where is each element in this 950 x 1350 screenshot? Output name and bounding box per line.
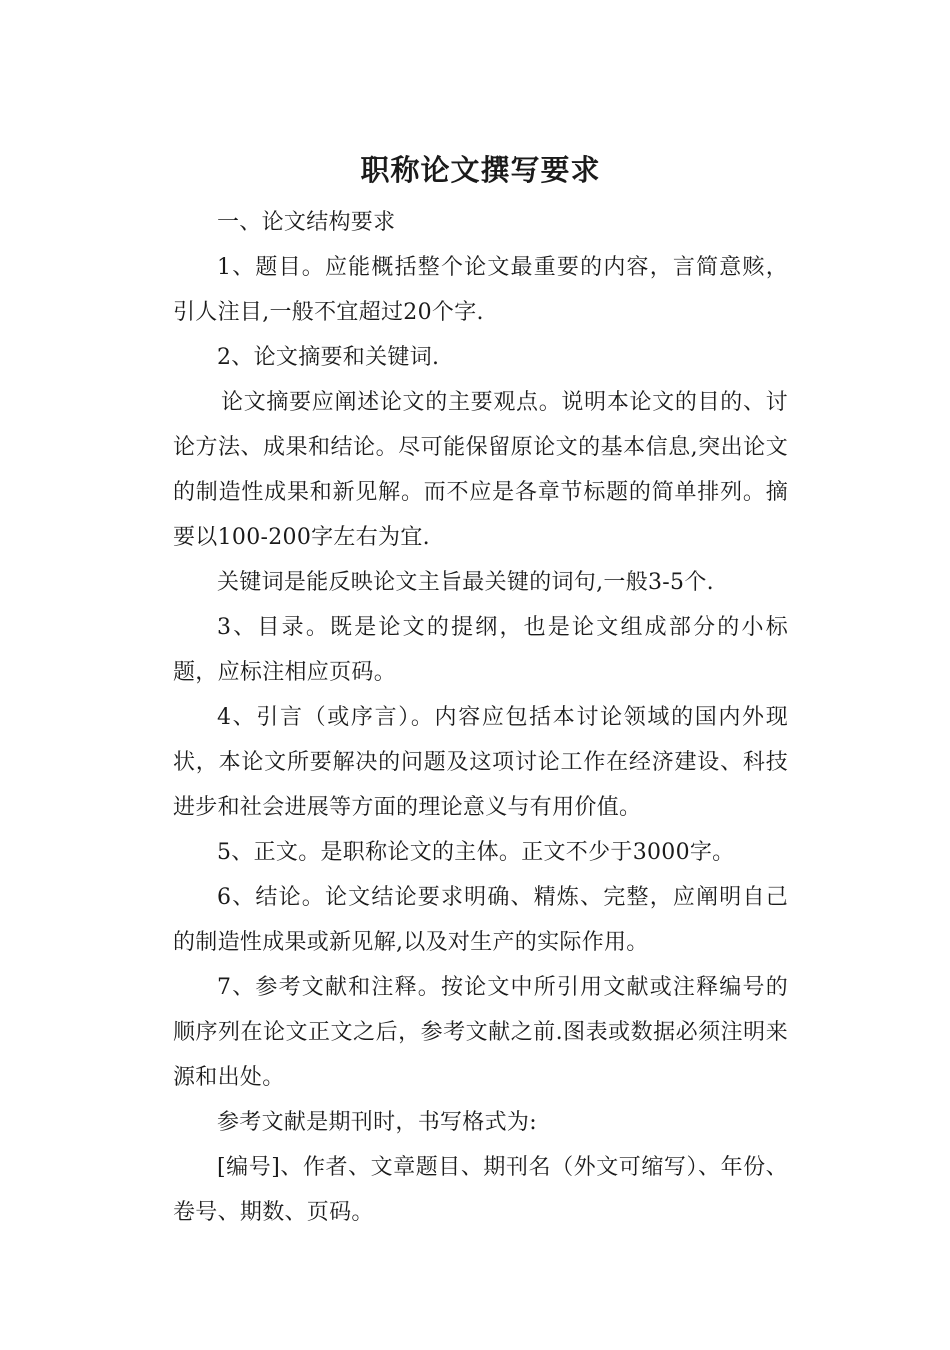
paragraph-abstract-body: 论文摘要应阐述论文的主要观点。说明本论文的目的、讨论方法、成果和结论。尽可能保留原论文的基本信息,突出论文的制造性成果和新见解。而不应是各章节标题的简单排列。摘要以100-200字左右为宜.: [173, 390, 788, 550]
paragraph-main-text: 5、正文。是职称论文的主体。正文不少于3000字。: [217, 840, 735, 865]
paragraph-abstract-heading: 2、论文摘要和关键词.: [217, 345, 440, 370]
section-heading-structure: 一、论文结构要求: [217, 210, 396, 235]
paragraph-references-notes: 7、参考文献和注释。按论文中所引用文献或注释编号的顺序列在论文正文之后，参考文献之前.图表或数据必须注明来源和出处。: [173, 975, 788, 1090]
paragraph-title-requirement: 1、题目。应能概括整个论文最重要的内容，言简意赅，引人注目,一般不宜超过20个字.: [173, 255, 788, 325]
paragraph-introduction: 4、引言（或序言）。内容应包括本讨论领域的国内外现状，本论文所要解决的问题及这项讨论工作在经济建设、科技进步和社会进展等方面的理论意义与有用价值。: [173, 705, 788, 820]
paragraph-journal-format: [编号]、作者、文章题目、期刊名（外文可缩写）、年份、卷号、期数、页码。: [173, 1155, 788, 1225]
paragraph-journal-format-intro: 参考文献是期刊时，书写格式为:: [217, 1110, 537, 1135]
paragraph-conclusion: 6、结论。论文结论要求明确、精炼、完整，应阐明自己的制造性成果或新见解,以及对生产的实际作用。: [173, 885, 788, 955]
document-title: 职称论文撰写要求: [360, 153, 601, 187]
paragraph-keywords: 关键词是能反映论文主旨最关键的词句,一般3-5个.: [217, 570, 714, 595]
paragraph-table-of-contents: 3、目录。既是论文的提纲，也是论文组成部分的小标题，应标注相应页码。: [173, 615, 788, 685]
document-page: [173, 150, 788, 1235]
